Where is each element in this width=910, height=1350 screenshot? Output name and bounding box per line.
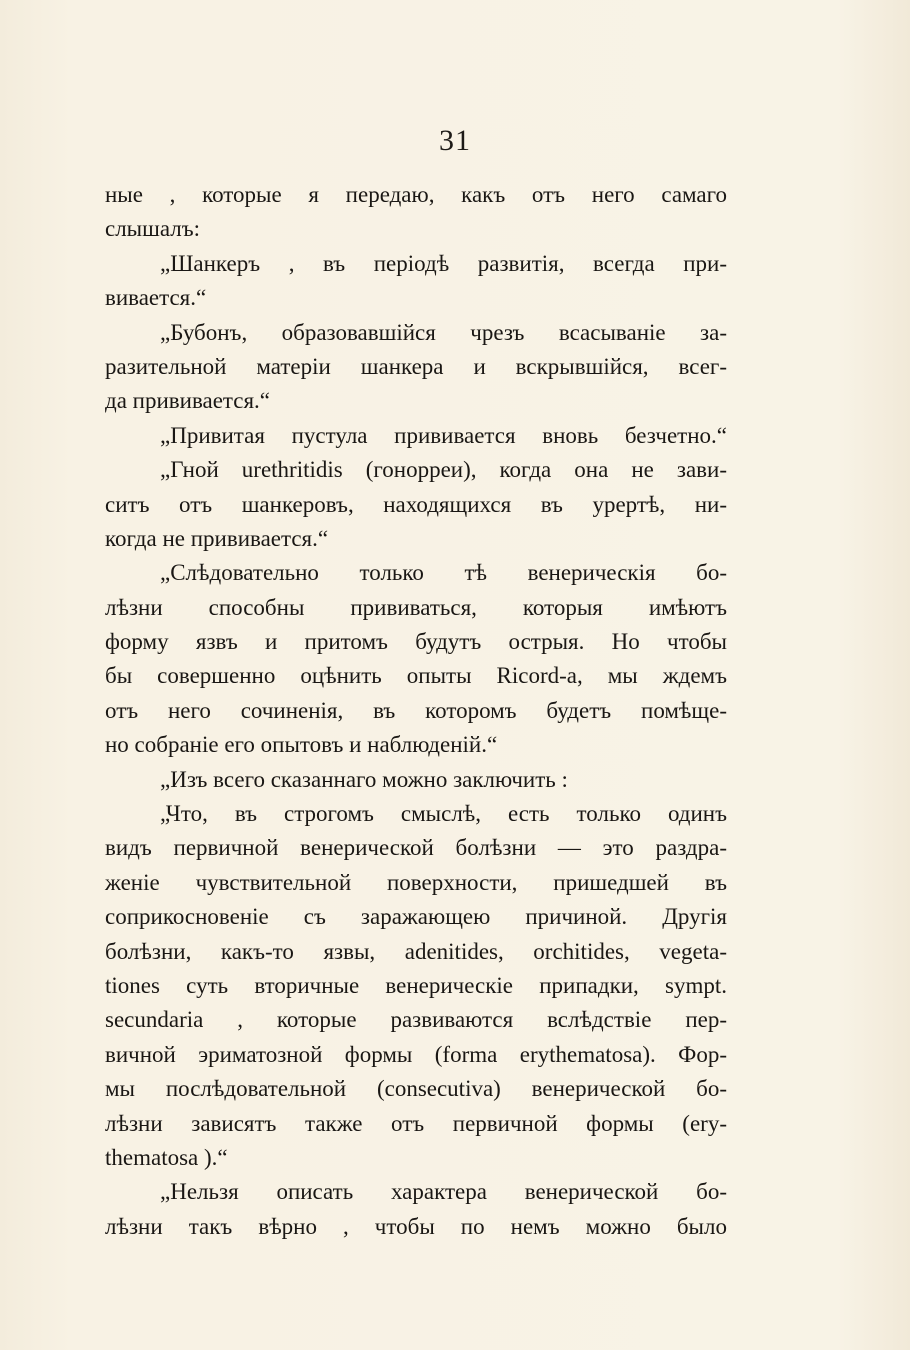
text-line: да прививается.“ bbox=[105, 388, 270, 414]
text-line: ные , которые я передаю, какъ отъ него самаго bbox=[105, 182, 727, 207]
text-line: лѣзни способны прививаться, которыя имѣютъ bbox=[105, 594, 727, 620]
text-line: „Бубонъ, образовавшійся чрезъ всасываніе за- bbox=[160, 319, 727, 345]
text-line: вичной эриматозной формы (forma erythematosa). Фор- bbox=[105, 1041, 727, 1067]
text-line: разительной матеріи шанкера и вскрывшійся, всег- bbox=[105, 353, 727, 379]
text-line: мы послѣдовательной (consecutiva) венерической бо- bbox=[105, 1076, 727, 1102]
text-line: „Что, въ строгомъ смыслѣ, есть только одинъ bbox=[160, 801, 727, 827]
text-line: „Слѣдовательно только тѣ венерическія бо- bbox=[160, 560, 727, 586]
page-number: 31 bbox=[439, 124, 471, 157]
text-line: отъ него сочиненія, въ которомъ будетъ помѣще- bbox=[105, 697, 727, 723]
text-line: ситъ отъ шанкеровъ, находящихся въ урертѣ, ни- bbox=[105, 491, 727, 517]
text-line: „Привитая пустула прививается вновь безчетно.“ bbox=[160, 422, 727, 448]
text-line: когда не прививается.“ bbox=[105, 525, 329, 551]
text-line: „Шанкеръ , въ періодѣ развитія, всегда при- bbox=[160, 250, 727, 276]
text-line: женіе чувствительной поверхности, пришедшей въ bbox=[105, 869, 727, 895]
text-line: соприкосновеніе съ заражающею причиной. Другія bbox=[105, 904, 727, 930]
text-line: „Гной urethritidis (гонорреи), когда она не зави- bbox=[160, 457, 727, 483]
body-text bbox=[105, 178, 727, 1244]
text-line: secundaria , которые развиваются вслѣдствіе пер- bbox=[105, 1007, 727, 1033]
text-line: видъ первичной венерической болѣзни — это раздра- bbox=[105, 835, 727, 861]
text-line: слышалъ: bbox=[105, 216, 201, 242]
text-line: вивается.“ bbox=[105, 285, 207, 311]
text-line: болѣзни, какъ-то язвы, adenitides, orchitides, vegeta- bbox=[105, 938, 727, 964]
text-line: „Нельзя описать характера венерической бо- bbox=[160, 1179, 727, 1205]
text-line: бы совершенно оцѣнить опыты Ricord-а, мы ждемъ bbox=[105, 663, 727, 689]
text-line: tiones суть вторичные венерическіе припадки, sympt. bbox=[105, 972, 727, 998]
text-line: но собраніе его опытовъ и наблюденій.“ bbox=[105, 732, 498, 758]
text-line: лѣзни зависятъ также отъ первичной формы (ery- bbox=[105, 1110, 727, 1136]
text-line: „Изъ всего сказаннаго можно заключить : bbox=[160, 766, 568, 792]
text-line: thematosa ).“ bbox=[105, 1144, 228, 1170]
text-line: лѣзни такъ вѣрно , чтобы по немъ можно было bbox=[105, 1213, 727, 1239]
text-line: форму язвъ и притомъ будутъ острыя. Но чтобы bbox=[105, 629, 727, 655]
